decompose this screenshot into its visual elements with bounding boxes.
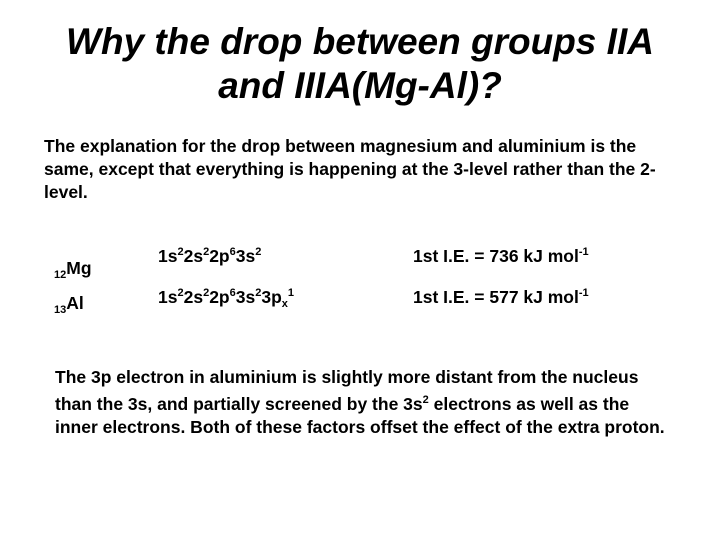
orbital: 3s — [235, 246, 256, 266]
orbital-occupancy: 6 — [229, 287, 236, 299]
orbital: 3s — [235, 287, 256, 307]
slide-title — [20, 20, 700, 107]
element-symbol-mg — [54, 258, 92, 281]
orbital-occupancy: 1 — [287, 287, 295, 299]
orbital-subscript: x — [281, 298, 288, 310]
aluminium-row — [0, 287, 720, 315]
explanation-paragraph — [55, 366, 675, 439]
explanation-text: electrons as well as the inner electrons. Both of these factors offset the effect of the extra proton. — [55, 394, 665, 437]
ionisation-energy-mg — [413, 246, 589, 267]
orbital-occupancy: 2 — [255, 287, 262, 299]
orbital-occupancy: 2 — [203, 246, 210, 258]
symbol: Mg — [66, 258, 92, 278]
explanation-superscript: 2 — [422, 394, 429, 406]
orbital: 1s — [158, 287, 178, 307]
electron-configuration-al — [158, 287, 294, 310]
element-symbol-al — [54, 293, 84, 316]
ionisation-energy-al — [413, 287, 589, 308]
orbital-occupancy: 2 — [203, 287, 210, 299]
explanation-text: The 3p electron in aluminium is slightly more distant from the nucleus than the 3s, and partially screened by the 3s — [55, 367, 639, 414]
unit-exponent: -1 — [578, 246, 589, 258]
orbital: 2p — [209, 246, 230, 266]
orbital-occupancy: 2 — [177, 246, 184, 258]
atomic-number: 13 — [54, 304, 67, 316]
orbital: 2s — [183, 246, 204, 266]
orbital-occupancy: 2 — [177, 287, 184, 299]
title-line-1: Why the drop between groups IIA — [66, 21, 654, 62]
orbital-occupancy: 2 — [255, 246, 262, 258]
ie-value: 1st I.E. = 577 kJ mol — [413, 287, 579, 307]
ie-value: 1st I.E. = 736 kJ mol — [413, 246, 579, 266]
intro-paragraph: The explanation for the drop between magnesium and aluminium is the same, except that everything is happening at the 3-level rather than the 2-level. — [44, 136, 656, 202]
orbital: 2s — [183, 287, 204, 307]
orbital: 3p — [261, 287, 282, 307]
atomic-number: 12 — [54, 269, 67, 281]
title-line-2: and IIIA(Mg-Al)? — [218, 64, 502, 106]
orbital: 1s — [158, 246, 178, 266]
orbital-occupancy: 6 — [229, 246, 236, 258]
orbital: 2p — [209, 287, 230, 307]
unit-exponent: -1 — [578, 287, 589, 299]
symbol: Al — [66, 293, 84, 313]
electron-configuration-mg — [158, 246, 261, 267]
magnesium-row — [0, 246, 720, 281]
